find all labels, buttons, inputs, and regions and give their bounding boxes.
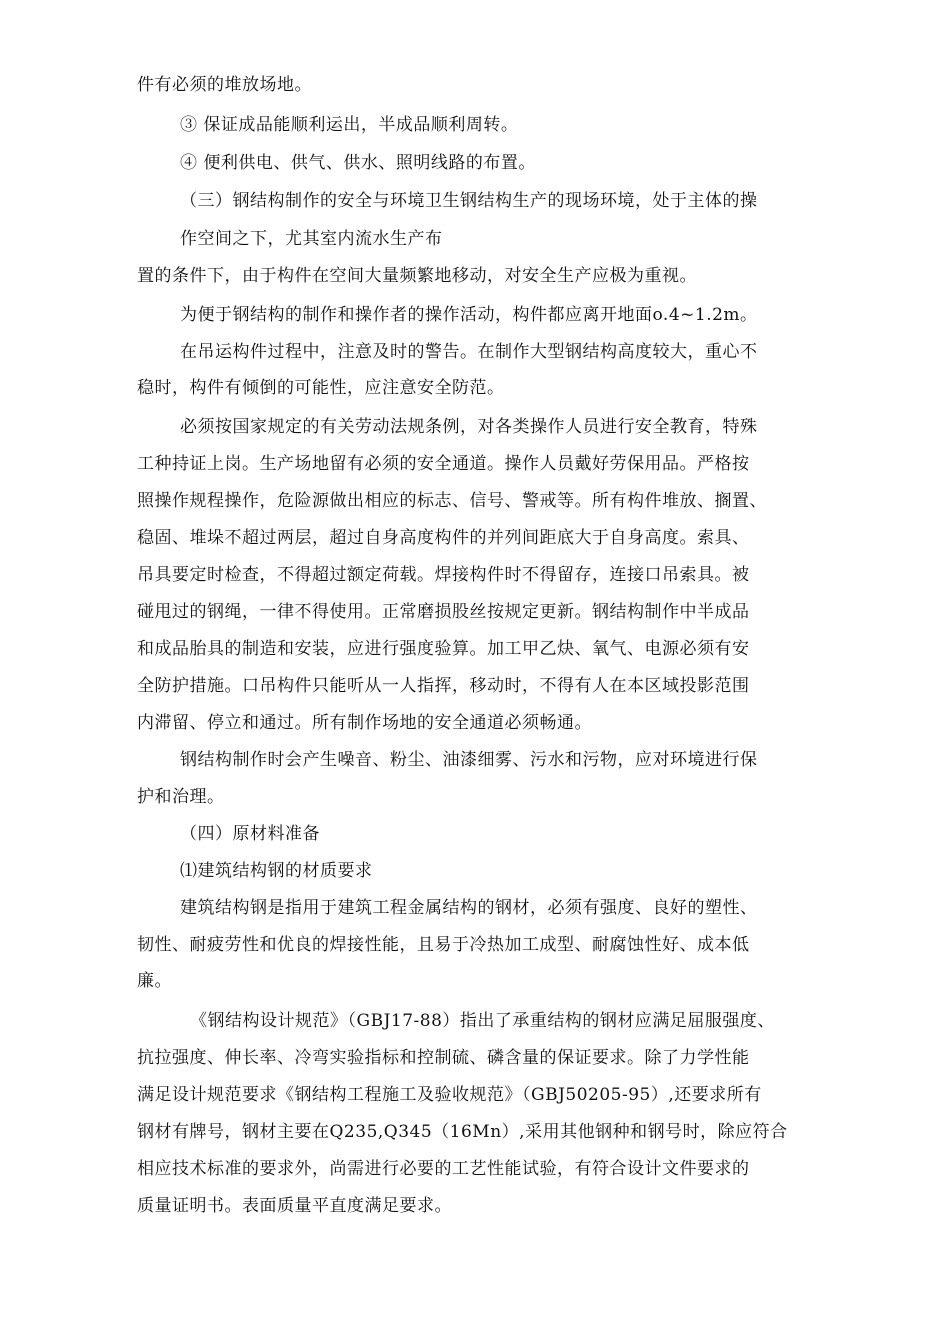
text-line: 作空间之下，尤其室内流水生产布 (180, 229, 443, 249)
text-line: 必须按国家规定的有关劳动法规条例，对各类操作人员进行安全教育，特殊 (180, 417, 758, 437)
text-line: 稳固、堆垛不超过两层，超过自身高度构件的并列间距底大于自身高度。索具、 (137, 528, 750, 548)
text-line: 吊具要定时检查，不得超过额定荷载。焊接构件时不得留存，连接口吊索具。被 (137, 565, 750, 585)
text-line: 照操作规程操作，危险源做出相应的标志、信号、警戒等。所有构件堆放、搁置、 (137, 491, 767, 511)
list-item: ③ 保证成品能顺利运出，半成品顺利周转。 (180, 115, 519, 135)
text-line: 全防护措施。口吊构件只能听从一人指挥，移动时，不得有人在本区域投影范围 (137, 676, 750, 696)
text-line: 相应技术标准的要求外，尚需进行必要的工艺性能试验，有符合设计文件要求的 (137, 1159, 750, 1179)
text-line: 在吊运构件过程中，注意及时的警告。在制作大型钢结构高度较大，重心不 (180, 342, 758, 362)
text-line: 内滞留、停立和通过。所有制作场地的安全通道必须畅通。 (137, 713, 592, 733)
text-line: 护和治理。 (137, 787, 225, 807)
text-line: 质量证明书。表面质量平直度满足要求。 (137, 1196, 452, 1216)
text-line: 廉。 (137, 971, 172, 991)
text-line: 钢材有牌号，钢材主要在Q235,Q345（16Mn）,采用其他钢种和钢号时，除应符合 (137, 1122, 788, 1142)
text-line: 抗拉强度、伸长率、冷弯实验指标和控制硫、磷含量的保证要求。除了力学性能 (137, 1048, 750, 1068)
text-line: 为便于钢结构的制作和操作者的操作活动，构件都应离开地面o.4~1.2m。 (180, 305, 758, 325)
section-heading: （三）钢结构制作的安全与环境卫生钢结构生产的现场环境，处于主体的操 (180, 191, 758, 211)
text-line: 稳时，构件有倾倒的可能性，应注意安全防范。 (137, 378, 505, 398)
text-line: 《钢结构设计规范》（GBJ17-88）指出了承重结构的钢材应满足屈服强度、 (190, 1011, 775, 1031)
text-line: 钢结构制作时会产生噪音、粉尘、油漆细雾、污水和污物，应对环境进行保 (180, 750, 758, 770)
text-line: 置的条件下，由于构件在空间大量频繁地移动，对安全生产应极为重视。 (137, 266, 697, 286)
text-line: 工种持证上岗。生产场地留有必须的安全通道。操作人员戴好劳保用品。严格按 (137, 454, 750, 474)
text-line: 碰甩过的钢绳，一律不得使用。正常磨损股丝按规定更新。钢结构制作中半成品 (137, 602, 750, 622)
text-line: 建筑结构钢是指用于建筑工程金属结构的钢材，必须有强度、良好的塑性、 (180, 898, 758, 918)
subsection-heading: ⑴建筑结构钢的材质要求 (180, 861, 373, 881)
list-item: ④ 便利供电、供气、供水、照明线路的布置。 (180, 153, 536, 173)
text-line: 韧性、耐疲劳性和优良的焊接性能，且易于冷热加工成型、耐腐蚀性好、成本低 (137, 935, 750, 955)
text-line: 件有必须的堆放场地。 (137, 75, 312, 95)
section-heading: （四）原材料准备 (180, 824, 320, 844)
text-line: 和成品胎具的制造和安装，应进行强度验算。加工甲乙炔、氧气、电源必须有安 (137, 639, 750, 659)
text-line: 满足设计规范要求《钢结构工程施工及验收规范》（GBJ50205-95）,还要求所有 (137, 1085, 762, 1105)
